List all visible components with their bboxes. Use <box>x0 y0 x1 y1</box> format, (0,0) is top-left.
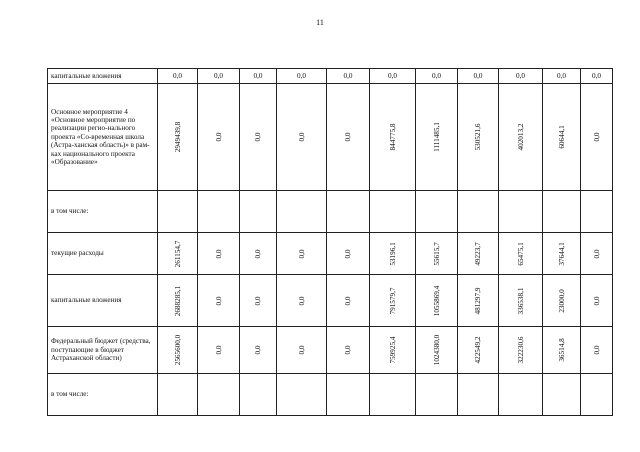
table-cell <box>327 233 370 275</box>
table-cell <box>458 374 499 416</box>
cell-value: 0,0 <box>297 296 306 305</box>
table-cell <box>370 233 416 275</box>
row-label: текущие расходы <box>48 233 158 275</box>
table-cell <box>277 191 327 233</box>
cell-value: 0,0 <box>214 296 223 305</box>
table-cell <box>458 275 499 327</box>
table-row <box>48 233 613 275</box>
cell-value: 0,0 <box>297 345 306 355</box>
table-cell: 0,0 <box>277 69 327 84</box>
cell-value: 530521,6 <box>473 123 482 151</box>
table-cell <box>327 374 370 416</box>
table-cell <box>277 374 327 416</box>
table-cell <box>277 327 327 374</box>
cell-value: 0,0 <box>253 249 262 258</box>
cell-value: 0,0 <box>343 345 352 355</box>
row-label: в том числе: <box>48 374 158 416</box>
table-row <box>48 84 613 191</box>
cell-value: 1111485,1 <box>432 122 441 152</box>
table-cell <box>240 84 277 191</box>
cell-value: 0,0 <box>253 296 262 305</box>
table-cell <box>158 84 198 191</box>
table-cell <box>499 374 543 416</box>
table-cell <box>370 191 416 233</box>
table-cell: 0,0 <box>416 69 458 84</box>
table-cell <box>277 275 327 327</box>
cell-value: 0,0 <box>297 249 306 258</box>
cell-value: 0,0 <box>214 249 223 258</box>
cell-value: 0,0 <box>343 249 352 258</box>
table-row <box>48 191 613 233</box>
cell-value: 0,0 <box>592 345 601 355</box>
table-cell <box>198 374 240 416</box>
table-cell <box>581 327 613 374</box>
cell-value: 1055869,4 <box>432 285 441 316</box>
row-label: в том числе: <box>48 191 158 233</box>
table-cell <box>240 233 277 275</box>
table-cell <box>158 191 198 233</box>
table-cell: 0,0 <box>240 69 277 84</box>
table-cell <box>198 275 240 327</box>
cell-value: 0,0 <box>253 132 262 142</box>
row-label: капитальные вложения <box>48 69 158 84</box>
table-cell <box>277 233 327 275</box>
table-cell <box>543 374 581 416</box>
table-cell: 0,0 <box>370 69 416 84</box>
table-cell <box>581 374 613 416</box>
table-cell <box>458 84 499 191</box>
table-cell: 0,0 <box>581 69 613 84</box>
cell-value: 60644,1 <box>557 125 566 149</box>
table-cell <box>458 233 499 275</box>
row-label: капитальные вложения <box>48 275 158 327</box>
table-row <box>48 275 613 327</box>
cell-value: 0,0 <box>253 345 262 355</box>
table-cell <box>370 327 416 374</box>
table-cell <box>416 374 458 416</box>
cell-value: 844775,8 <box>388 123 397 151</box>
budget-table <box>47 68 613 416</box>
table-cell: 0,0 <box>327 69 370 84</box>
cell-value: 0,0 <box>297 132 306 142</box>
table-cell <box>581 84 613 191</box>
cell-value: 422549,2 <box>473 336 482 364</box>
cell-value: 402013,2 <box>516 123 525 151</box>
cell-value: 37644,1 <box>557 241 566 266</box>
table-cell <box>458 327 499 374</box>
table-row <box>48 327 613 374</box>
table-cell: 0,0 <box>158 69 198 84</box>
cell-value: 53196,1 <box>388 241 397 266</box>
table-cell <box>277 84 327 191</box>
cell-value: 1024380,0 <box>432 334 441 366</box>
table-cell <box>499 191 543 233</box>
table-cell <box>158 233 198 275</box>
cell-value: 55615,7 <box>432 241 441 266</box>
cell-value: 0,0 <box>214 345 223 355</box>
table-cell <box>416 233 458 275</box>
table-cell <box>458 191 499 233</box>
cell-value: 0,0 <box>343 132 352 142</box>
cell-value: 65475,1 <box>516 241 525 266</box>
cell-value: 0,0 <box>592 132 601 142</box>
table-cell <box>499 233 543 275</box>
table-cell <box>543 84 581 191</box>
table-cell <box>240 327 277 374</box>
cell-value: 49223,7 <box>473 241 482 266</box>
table-cell <box>581 233 613 275</box>
cell-value: 0,0 <box>592 249 601 258</box>
cell-value: 2688285,1 <box>173 285 182 316</box>
cell-value: 36514,8 <box>557 338 566 362</box>
table-cell <box>198 233 240 275</box>
cell-value: 0,0 <box>592 296 601 305</box>
table-cell <box>416 327 458 374</box>
cell-value: 481297,9 <box>473 287 482 314</box>
row-label: Федеральный бюджет (средства, поступающие в бюджет Астраханской области) <box>48 327 158 374</box>
table-cell <box>370 374 416 416</box>
table-cell <box>370 275 416 327</box>
table-cell: 0,0 <box>499 69 543 84</box>
table-cell <box>499 327 543 374</box>
table-cell <box>416 84 458 191</box>
table-cell <box>543 233 581 275</box>
table-cell: 0,0 <box>458 69 499 84</box>
table-cell <box>198 327 240 374</box>
cell-value: 791579,7 <box>388 287 397 314</box>
cell-value: 322230,6 <box>516 336 525 364</box>
row-label: Основное мероприятие 4 «Основное мероприятие по реализации регио-нального проекта «Со-временная школа (Астра-ханская область)» в рам-ках национального проекта «Образование» <box>48 84 158 191</box>
table-cell <box>581 275 613 327</box>
table-cell <box>499 84 543 191</box>
table-cell: 0,0 <box>543 69 581 84</box>
table-cell <box>370 84 416 191</box>
cell-value: 336538,1 <box>516 287 525 314</box>
table-cell <box>198 191 240 233</box>
cell-value: 759925,4 <box>388 336 397 364</box>
table-cell <box>581 191 613 233</box>
table-cell <box>499 275 543 327</box>
cell-value: 261154,7 <box>173 240 182 267</box>
cell-value: 23000,0 <box>557 288 566 313</box>
table-cell <box>327 275 370 327</box>
cell-value: 2949439,8 <box>173 121 182 153</box>
table-cell <box>240 275 277 327</box>
table-cell <box>240 191 277 233</box>
table-cell <box>327 191 370 233</box>
table-cell: 0,0 <box>198 69 240 84</box>
cell-value: 0,0 <box>343 296 352 305</box>
table-cell <box>416 191 458 233</box>
table-cell <box>198 84 240 191</box>
page-number: 11 <box>316 18 324 27</box>
table-row <box>48 69 613 84</box>
table-cell <box>158 327 198 374</box>
cell-value: 0,0 <box>214 132 223 142</box>
table-cell <box>543 191 581 233</box>
table-cell <box>158 275 198 327</box>
table-cell <box>416 275 458 327</box>
table-cell <box>543 327 581 374</box>
table-cell <box>543 275 581 327</box>
table-cell <box>327 327 370 374</box>
table-row <box>48 374 613 416</box>
table-cell <box>158 374 198 416</box>
table-cell <box>240 374 277 416</box>
cell-value: 2565600,0 <box>173 334 182 366</box>
table-cell <box>327 84 370 191</box>
